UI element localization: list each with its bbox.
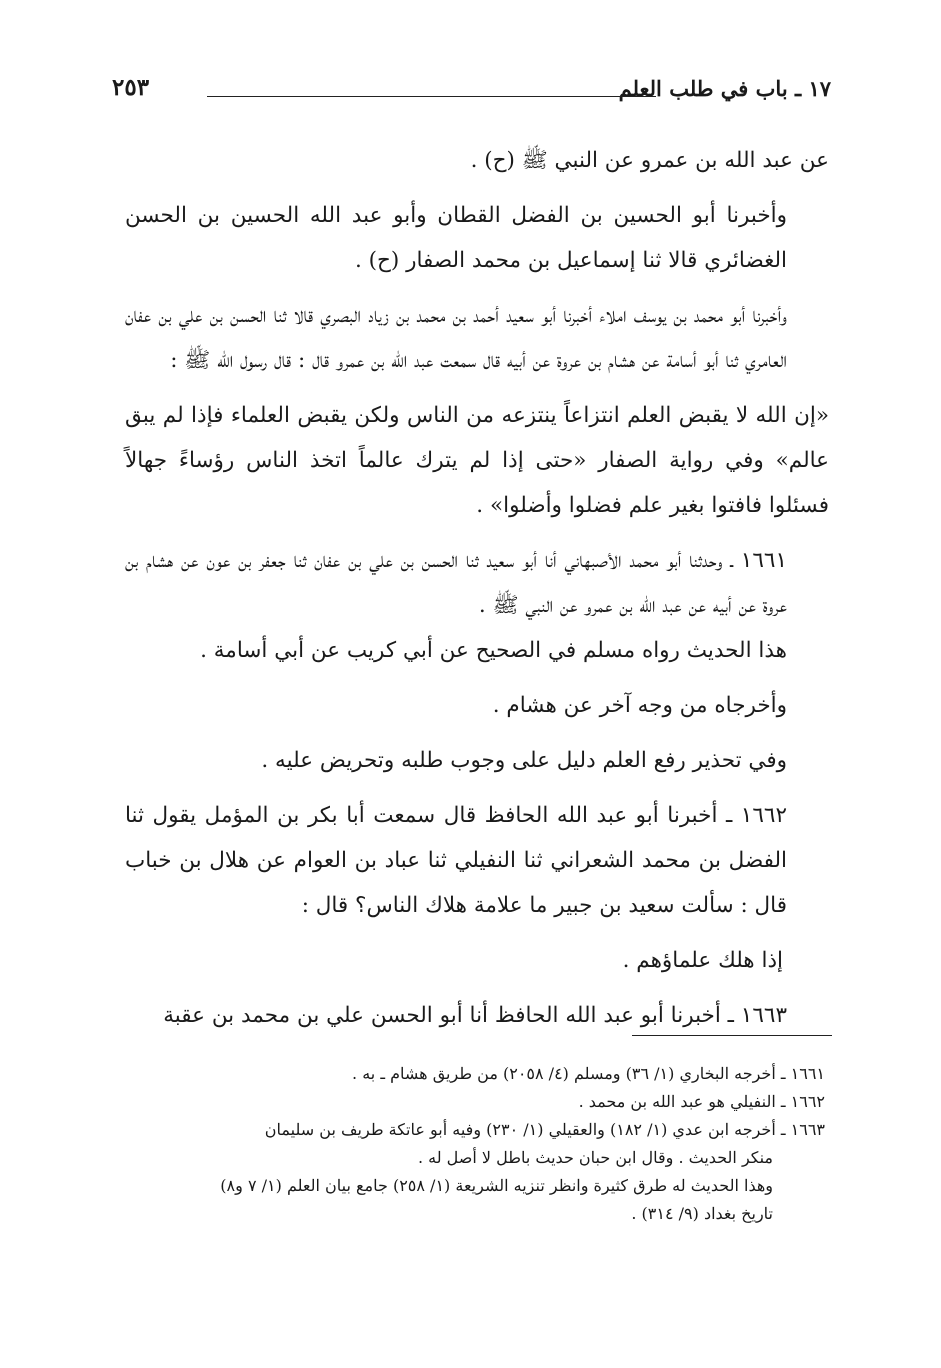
main-text [125, 138, 829, 1038]
hadith-1661: ١٦٦١ ـ وحدثنا أبو محمد الأصبهاني أنا أبو سعيد ثنا الحسن بن علي بن عفان ثنا جعفر بن عون عن هشام بن عروة عن أبيه عن عبد الله بن عمرو عن النبي ﷺ . [125, 548, 787, 618]
footnote: ١٦٦٣ ـ أخرجه ابن عدي (١/ ١٨٢) والعقيلي (١/ ٢٣٠) وفيه أبو عاتكة طريف بن سليمان [264, 1120, 825, 1139]
paragraph: وفي تحذير رفع العلم دليل على وجوب طلبه وتحريض عليه . [261, 748, 787, 773]
footnotes [128, 1060, 825, 1228]
footnote: ١٦٦١ ـ أخرجه البخاري (١/ ٣٦) ومسلم (٤/ ٢٠٥٨) من طريق هشام ـ به . [352, 1064, 825, 1083]
paragraph: وأخبرنا أبو الحسين بن الفضل القطان وأبو عبد الله الحسين بن الحسن الغضائري قالا ثنا إسماعيل بن محمد الصفار (ح) . [125, 203, 787, 273]
paragraph: وأخرجاه من وجه آخر عن هشام . [492, 693, 787, 718]
chapter-title: ١٧ ـ باب في طلب العلم [618, 76, 831, 101]
hadith-quote: «إن الله لا يقبض العلم انتزاعاً ينتزعه من الناس ولكن يقبض العلماء فإذا لم يبق عالم» وفي رواية الصفار «حتى إذا لم يترك عالماً اتخذ الناس رؤساءً جهالاً فسئلوا فافتوا بغير علم فضلوا وأضلوا» . [125, 403, 829, 518]
footnote-continuation: وهذا الحديث له طرق كثيرة وانظر تنزيه الشريعة (١/ ٢٥٨) جامع بيان العلم (١/ ٧ و٨) [220, 1176, 773, 1195]
paragraph: إذا هلك علماؤهم . [622, 948, 783, 973]
hadith-1663: ١٦٦٣ ـ أخبرنا أبو عبد الله الحافظ أنا أبو الحسن علي بن محمد بن عقبة [163, 1003, 787, 1028]
footnote-continuation: تاريخ بغداد (٩/ ٣١٤) . [631, 1204, 773, 1223]
page-number: ٢٥٣ [112, 74, 150, 101]
header-rule [207, 96, 656, 97]
footnote-rule [632, 1035, 832, 1036]
paragraph: وأخبرنا أبو محمد بن يوسف املاء أخبرنا أبو سعيد أحمد بن محمد بن زياد البصري قالا ثنا الحسن بن علي بن عفان العامري ثنا أبو أسامة عن هشام بن عروة عن أبيه قال سمعت عبد الله بن عمرو قال : قال رسول الله ﷺ : [125, 303, 787, 373]
footnote: ١٦٦٢ ـ النفيلي هو عبد الله بن محمد . [578, 1092, 825, 1111]
paragraph: عن عبد الله بن عمرو عن النبي ﷺ (ح) . [470, 148, 829, 173]
page-header [112, 68, 831, 112]
hadith-1662: ١٦٦٢ ـ أخبرنا أبو عبد الله الحافظ قال سمعت أبا بكر بن المؤمل يقول ثنا الفضل بن محمد الشعراني ثنا النفيلي ثنا عباد بن العوام عن هلال بن خباب قال : سألت سعيد بن جبير ما علامة هلاك الناس؟ قال : [125, 803, 787, 918]
footnote-continuation: منكر الحديث . وقال ابن حبان حديث باطل لا أصل له . [417, 1148, 773, 1167]
paragraph: هذا الحديث رواه مسلم في الصحيح عن أبي كريب عن أبي أسامة . [200, 638, 787, 663]
